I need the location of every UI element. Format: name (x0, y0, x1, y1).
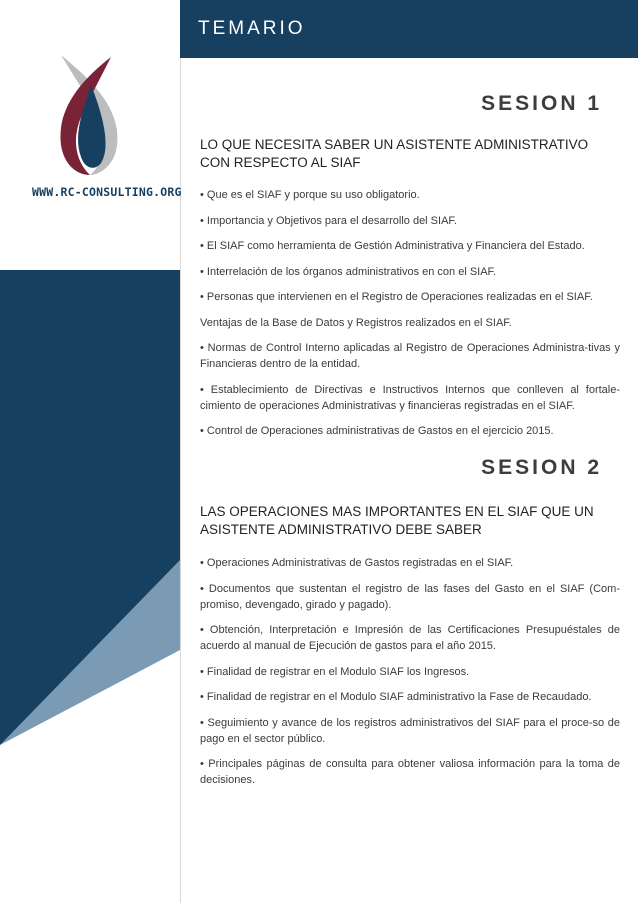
list-item: • Finalidad de registrar en el Modulo SIAF administrativo la Fase de Recaudado. (200, 691, 592, 703)
list-item: • Interrelación de los órganos administrativos en con el SIAF. (200, 265, 497, 278)
list-item: • Finalidad de registrar en el Modulo SIAF los Ingresos. (200, 665, 470, 678)
session-2-topic-list (200, 555, 620, 798)
list-item: • El SIAF como herramienta de Gestión Administrativa y Financiera del Estado. (200, 240, 585, 252)
session-2-heading: LAS OPERACIONES MAS IMPORTANTES EN EL SIAF QUE UN ASISTENTE ADMINISTRATIVO DEBE SABER (200, 504, 594, 537)
list-item: • Principales páginas de consulta para obtener valiosa información para la toma de decisiones. (200, 758, 620, 786)
list-item: • Normas de Control Interno aplicadas al Registro de Operaciones Administra-tivas y Financieras dentro de la entidad. (200, 342, 620, 370)
list-item: Ventajas de la Base de Datos y Registros realizados en el SIAF. (200, 316, 512, 329)
list-item: • Documentos que sustentan el registro de las fases del Gasto en el SIAF (Com-promiso, devengado, girado y pagado). (200, 582, 620, 611)
rc-consulting-logo-icon (55, 55, 125, 180)
session-1-heading: LO QUE NECESITA SABER UN ASISTENTE ADMINISTRATIVO CON RESPECTO AL SIAF (200, 137, 589, 170)
list-item: • Importancia y Objetivos para el desarrollo del SIAF. (200, 214, 457, 227)
session-1-title: SESION 1 (481, 92, 602, 115)
list-item: • Seguimiento y avance de los registros administrativos del SIAF para el proce-so de pago en el sector público. (200, 716, 620, 745)
list-item: • Control de Operaciones administrativas de Gastos en el ejercicio 2015. (200, 425, 554, 437)
list-item: • Establecimiento de Directivas e Instructivos Internos que conlleven al fortale-cimiento de operaciones Administrativas y financieras registradas en el SIAF. (200, 383, 620, 412)
list-item: • Operaciones Administrativas de Gastos registradas en el SIAF. (200, 557, 514, 569)
list-item: • Que es el SIAF y porque su uso obligatorio. (200, 189, 420, 201)
session-2-title: SESION 2 (481, 456, 602, 479)
session-1-topic-list (200, 187, 620, 449)
list-item: • Personas que intervienen en el Registro de Operaciones realizadas en el SIAF. (200, 291, 593, 303)
list-item: • Obtención, Interpretación e Impresión de las Certificaciones Presupuéstales de acuerdo al manual de Ejecución de gastos para el año 2015. (200, 624, 620, 652)
navy-top-wedge (0, 0, 180, 60)
page-title: TEMARIO (198, 18, 306, 39)
website-url: WWW.RC-CONSULTING.ORG (32, 185, 182, 199)
